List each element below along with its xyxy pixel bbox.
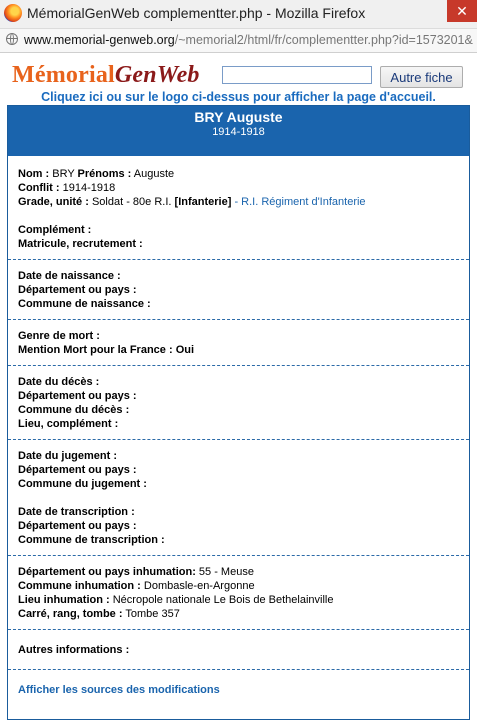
grade-value: Soldat - 80e R.I. [91, 196, 172, 208]
birth-section [8, 259, 469, 319]
logo-part-genweb: GenWeb [114, 62, 200, 88]
genre-mort-label: Genre de mort : [18, 330, 100, 342]
death-type-section [8, 319, 469, 365]
judgment-dept-label: Département ou pays : [18, 464, 137, 476]
burial-lieu-label: Lieu inhumation : [18, 594, 110, 606]
death-dept-label: Département ou pays : [18, 390, 137, 402]
burial-carre-value: Tombe 357 [125, 608, 180, 620]
window-titlebar [0, 0, 477, 29]
grade-row [18, 195, 459, 209]
record-card [7, 105, 470, 720]
regiment-link[interactable]: - R.I. Régiment d'Infanterie [234, 196, 366, 208]
burial-dept-value: 55 - Meuse [198, 566, 254, 578]
mention-label: Mention Mort pour la France : [18, 344, 173, 356]
burial-commune-label: Commune inhumation : [18, 580, 141, 592]
url-path: /~memorial2/html/fr/complementter.php?id=1573201& [174, 33, 473, 47]
judgment-commune-label: Commune du jugement : [18, 478, 147, 490]
burial-carre-row [18, 607, 459, 621]
judgment-section [8, 439, 469, 555]
mention-value: Oui [175, 344, 195, 356]
burial-dept-row [18, 565, 459, 579]
death-section [8, 365, 469, 439]
burial-carre-label: Carré, rang, tombe : [18, 608, 123, 620]
conflit-label: Conflit : [18, 182, 60, 194]
grade-label: Grade, unité : [18, 196, 89, 208]
autres-label: Autres informations : [18, 644, 130, 656]
matricule-label: Matricule, recrutement : [18, 238, 143, 250]
conflit-value: 1914-1918 [62, 182, 116, 194]
url-host: www.memorial-genweb.org [24, 33, 175, 47]
death-commune-label: Commune du décès : [18, 404, 130, 416]
sources-link[interactable]: Afficher les sources des modifications [18, 684, 220, 696]
prenoms-label: Prénoms : [77, 168, 132, 180]
identity-section [8, 156, 469, 259]
person-name: BRY Auguste [194, 109, 283, 125]
logo-part-memorial: Mémorial [12, 62, 115, 88]
prenoms-value: Auguste [133, 168, 175, 180]
death-lieu-label: Lieu, complément : [18, 418, 119, 430]
transcription-date-label: Date de transcription : [18, 506, 135, 518]
spacer [18, 491, 459, 505]
url-text[interactable] [24, 33, 473, 47]
conflit-row [18, 181, 459, 195]
close-icon[interactable]: ✕ [447, 0, 477, 22]
death-date-label: Date du décès : [18, 376, 100, 388]
other-section [8, 629, 469, 669]
complement-label: Complément : [18, 224, 92, 236]
autre-fiche-button[interactable]: Autre fiche [380, 66, 463, 88]
card-header [8, 106, 469, 156]
nom-value: BRY [52, 168, 75, 180]
window-title: MémorialGenWeb complementter.php - Mozilla Firefox [27, 5, 366, 21]
birth-dept-label: Département ou pays : [18, 284, 137, 296]
sources-section [8, 669, 469, 705]
burial-lieu-value: Nécropole nationale Le Bois de Bethelainville [112, 594, 334, 606]
burial-lieu-row [18, 593, 459, 607]
site-logo[interactable] [12, 62, 200, 89]
transcription-commune-label: Commune de transcription : [18, 534, 165, 546]
spacer [18, 209, 459, 223]
nom-row [18, 167, 459, 181]
globe-icon [6, 33, 18, 45]
home-link[interactable]: Cliquez ici ou sur le logo ci-dessus pour afficher la page d'accueil. [41, 90, 436, 104]
mention-row [18, 343, 459, 357]
firefox-icon [4, 4, 22, 22]
person-period: 1914-1918 [212, 126, 265, 138]
address-bar[interactable] [0, 29, 477, 53]
judgment-date-label: Date du jugement : [18, 450, 118, 462]
nom-label: Nom : [18, 168, 50, 180]
burial-section [8, 555, 469, 629]
burial-dept-label: Département ou pays inhumation: [18, 566, 196, 578]
search-input[interactable] [222, 66, 372, 84]
burial-commune-row [18, 579, 459, 593]
birth-date-label: Date de naissance : [18, 270, 121, 282]
grade-arm: [Infanterie] [174, 196, 232, 208]
transcription-dept-label: Département ou pays : [18, 520, 137, 532]
burial-commune-value: Dombasle-en-Argonne [143, 580, 255, 592]
birth-commune-label: Commune de naissance : [18, 298, 151, 310]
